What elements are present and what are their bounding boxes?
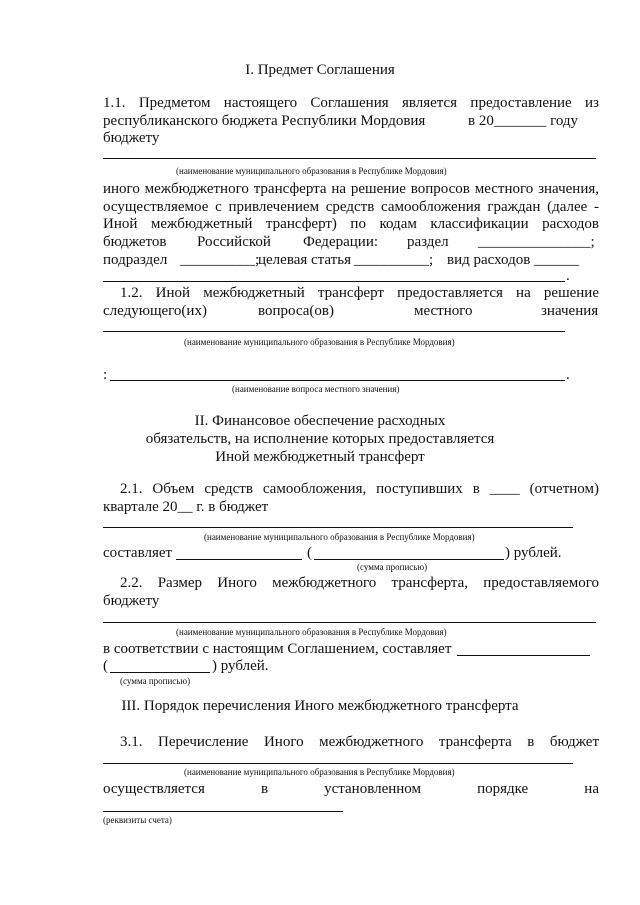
- p12-line2-c: местного: [414, 303, 473, 319]
- field-expense-line: [103, 281, 565, 282]
- caption-account-details: (реквизиты счета): [103, 815, 172, 825]
- field-transfer-amount: [457, 655, 590, 656]
- p31-line2: осуществляется в установленном порядке на: [103, 781, 599, 797]
- caption-municipality-5: (наименование муниципального образования в Республике Мордовия): [184, 767, 455, 777]
- period-mark: .: [566, 367, 570, 383]
- p22-line4-b: ) рублей.: [212, 658, 269, 674]
- p31-line1: 3.1. Перечисление Иного межбюджетного трансферта в бюджет: [120, 734, 599, 750]
- p22-line2: бюджету: [103, 593, 160, 609]
- p22-line1: 2.2. Размер Иного межбюджетного трансферта, предоставляемого: [120, 575, 599, 591]
- p12-line2-b: вопроса(ов): [258, 303, 334, 319]
- field-amount-words: [314, 559, 504, 560]
- p11-line8-a: подраздел: [103, 252, 168, 268]
- p21-line1: 2.1. Объем средств самообложения, поступивших в ____ (отчетном): [120, 481, 599, 497]
- p11-line7-e: _______________;: [478, 234, 595, 250]
- section-2-title-line2: обязательств, на исполнение которых предоставляется: [145, 431, 495, 447]
- p11-line8-e: вид расходов: [447, 252, 531, 268]
- p11-line3: бюджету: [103, 130, 160, 146]
- p21-line3-b: (: [307, 545, 312, 561]
- field-municipality-2: [103, 331, 565, 332]
- p12-line1: 1.2. Иной межбюджетный трансферт предоставляется на решение: [120, 285, 599, 301]
- caption-municipality-3: (наименование муниципального образования в Республике Мордовия): [204, 532, 475, 542]
- field-municipality-4: [103, 622, 596, 623]
- p11-line8-f: ______: [534, 252, 579, 268]
- section-2-title-line1: II. Финансовое обеспечение расходных: [194, 413, 446, 429]
- p11-line2-a: республиканского бюджета Республики Мордовия: [103, 113, 426, 129]
- p11-line6: Иной межбюджетный трансферт) по кодам классификации расходов: [103, 216, 599, 232]
- p11-line8-c: целевая статья: [258, 252, 351, 268]
- colon-mark: :: [103, 367, 108, 383]
- caption-municipality-1: (наименование муниципального образования в Республике Мордовия): [176, 166, 447, 176]
- p12-line2-d: значения: [541, 303, 599, 319]
- caption-municipality-2: (наименование муниципального образования в Республике Мордовия): [184, 337, 455, 347]
- caption-municipality-4: (наименование муниципального образования в Республике Мордовия): [176, 627, 447, 637]
- caption-sum-words-2: (сумма прописью): [120, 676, 191, 686]
- p21-line2: квартале 20__ г. в бюджет: [103, 499, 269, 515]
- field-local-question: [110, 380, 565, 381]
- p21-line3-a: составляет: [103, 545, 173, 561]
- p11-line5: осуществляемое с привлечением средств самообложения граждан (далее -: [103, 199, 599, 215]
- p11-line8-b: __________;: [180, 252, 260, 268]
- p11-line7-a: бюджетов: [103, 234, 167, 250]
- field-municipality-3: [103, 527, 573, 528]
- p11-line7-b: Российской: [197, 234, 271, 250]
- p22-line3: в соответствии с настоящим Соглашением, составляет: [103, 641, 452, 657]
- p11-line4: иного межбюджетного трансферта на решение вопросов местного значения,: [103, 181, 599, 197]
- p11-line7-d: раздел: [407, 234, 449, 250]
- field-account-details: [103, 811, 343, 812]
- field-municipality-1: [103, 158, 596, 159]
- p11-line1: 1.1. Предметом настоящего Соглашения является предоставление из: [103, 95, 599, 111]
- p11-line8-d: __________;: [354, 252, 434, 268]
- p11-line9-end: .: [566, 268, 570, 284]
- caption-sum-words: (сумма прописью): [357, 562, 428, 572]
- caption-local-question: (наименование вопроса местного значения): [232, 384, 400, 394]
- field-municipality-5: [103, 763, 573, 764]
- p12-line2-a: следующего(их): [103, 303, 207, 319]
- section-3-title: III. Порядок перечисления Иного межбюджетного трансферта: [121, 698, 519, 714]
- p22-line4-a: (: [103, 658, 108, 674]
- field-transfer-words: [110, 672, 210, 673]
- p21-line3-c: ) рублей.: [505, 545, 562, 561]
- field-amount-digits: [176, 559, 302, 560]
- p11-line2-b: в 20_______ году: [468, 113, 579, 129]
- p11-line7-c: Федерации:: [303, 234, 379, 250]
- section-1-title: I. Предмет Соглашения: [245, 62, 395, 78]
- section-2-title-line3: Иной межбюджетный трансферт: [215, 449, 425, 465]
